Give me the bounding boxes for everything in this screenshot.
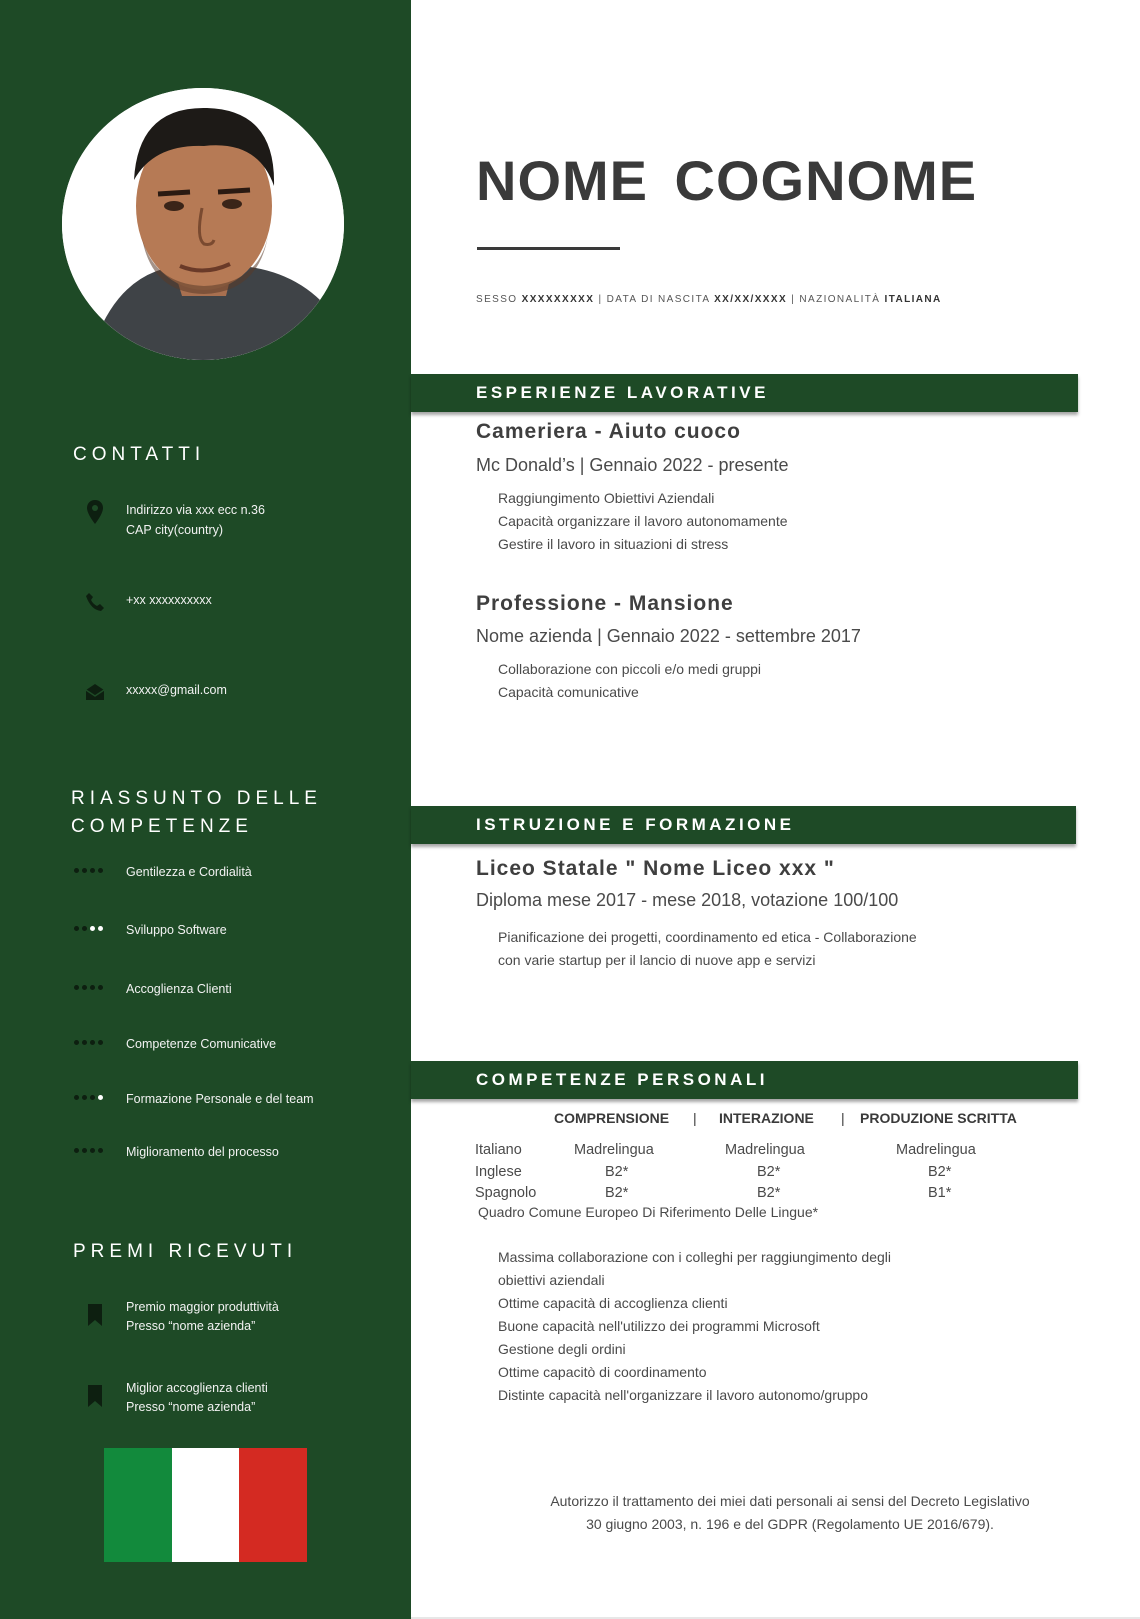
language-interaction: B2* [757, 1185, 781, 1201]
job-bullet: Raggiungimento Obiettivi Aziendali [498, 490, 715, 506]
contacts-heading: CONTATTI [73, 444, 206, 465]
email-icon [84, 680, 106, 704]
job-bullet: Collaborazione con piccoli e/o medi gruppi [498, 661, 762, 677]
job-bullet: Capacità comunicative [498, 684, 639, 700]
skill-bullet: Massima collaborazione con i colleghi per raggiungimento degli [498, 1249, 891, 1265]
flag-stripe-red [239, 1448, 307, 1562]
col-separator: | [841, 1110, 845, 1126]
skills-heading-line2: COMPETENZE [71, 816, 253, 837]
education-detail: Pianificazione dei progetti, coordinamento ed etica - Collaborazione [498, 929, 917, 945]
skills-heading [71, 785, 322, 841]
award-line1: Miglior accoglienza clienti [126, 1381, 268, 1395]
award-line2: Presso “nome azienda” [126, 1400, 256, 1414]
skill-bullet: Distinte capacità nell'organizzare il lavoro autonomo/gruppo [498, 1387, 868, 1403]
disclaimer-line2: 30 giugno 2003, n. 196 e del GDPR (Regolamento UE 2016/679). [586, 1516, 994, 1532]
contact-email [84, 680, 227, 704]
cefr-note: Quadro Comune Europeo Di Riferimento Delle Lingue* [478, 1204, 819, 1220]
skill-item [74, 1142, 336, 1162]
skill-bullet: Buone capacità nell'utilizzo dei programmi Microsoft [498, 1318, 820, 1334]
skill-bullet: Ottime capacitò di coordinamento [498, 1364, 707, 1380]
sidebar [0, 0, 411, 1619]
sex-label: SESSO [476, 294, 518, 305]
skill-level-dots [74, 979, 126, 990]
skill-level-dots [74, 862, 126, 873]
language-name: Spagnolo [475, 1185, 537, 1201]
job-bullets [498, 658, 761, 704]
name-underline [477, 247, 620, 250]
education-section-header: ISTRUZIONE E FORMAZIONE [411, 806, 1076, 844]
job-subtitle: Mc Donald’s | Gennaio 2022 - presente [476, 455, 789, 475]
col-header-interaction: INTERAZIONE [719, 1110, 814, 1126]
profile-photo [62, 88, 344, 360]
location-pin-icon [84, 500, 106, 524]
language-interaction: Madrelingua [725, 1142, 805, 1158]
awards-heading: PREMI RICEVUTI [73, 1241, 298, 1262]
profile-photo-image [62, 88, 344, 360]
education-details [498, 926, 917, 972]
flag-stripe-green [104, 1448, 172, 1562]
skills-heading-line1: RIASSUNTO DELLE [71, 788, 322, 809]
school-name: Liceo Statale " Nome Liceo xxx " [476, 857, 835, 880]
language-comprehension: B2* [605, 1185, 629, 1201]
skill-item [74, 1034, 336, 1054]
award-line1: Premio maggior produttività [126, 1300, 279, 1314]
skill-bullet: obiettivi aziendali [498, 1272, 605, 1288]
skill-item [74, 979, 336, 999]
skill-label: Competenze Comunicative [126, 1037, 277, 1051]
job-subtitle: Nome azienda | Gennaio 2022 - settembre 2017 [476, 626, 861, 646]
skill-level-dots [74, 1142, 126, 1153]
contact-phone [84, 590, 212, 614]
skill-label: Miglioramento del processo [126, 1145, 279, 1159]
col-header-writing: PRODUZIONE SCRITTA [860, 1110, 1017, 1126]
address-line1: Indirizzo via xxx ecc n.36 [126, 503, 265, 517]
diploma-info: Diploma mese 2017 - mese 2018, votazione 100/100 [476, 890, 899, 910]
experience-section-header: ESPERIENZE LAVORATIVE [411, 374, 1078, 412]
language-writing: B2* [928, 1164, 952, 1180]
job-bullets [498, 487, 788, 556]
award-line2: Presso “nome azienda” [126, 1319, 256, 1333]
skill-item [74, 920, 336, 940]
privacy-disclaimer [440, 1490, 1140, 1536]
skill-item [74, 1089, 336, 1109]
award-item [88, 1379, 268, 1417]
job-bullet: Capacità organizzare il lavoro autonomamente [498, 513, 788, 529]
bookmark-icon [88, 1379, 104, 1417]
nationality-label: NAZIONALITÀ [799, 294, 881, 305]
address-line2: CAP city(country) [126, 523, 224, 537]
language-writing: Madrelingua [896, 1142, 976, 1158]
skill-label: Sviluppo Software [126, 923, 227, 937]
language-interaction: B2* [757, 1164, 781, 1180]
nationality-value: ITALIANA [884, 294, 942, 305]
skill-level-dots [74, 1034, 126, 1045]
phone-icon [84, 590, 106, 614]
phone-number: +xx xxxxxxxxxx [126, 593, 212, 607]
skill-label: Accoglienza Clienti [126, 982, 232, 996]
skill-bullet: Ottime capacità di accoglienza clienti [498, 1295, 728, 1311]
personal-info: SESSO XXXXXXXXX | DATA DI NASCITA XX/XX/XXXX | NAZIONALITÀ ITALIANA [476, 294, 942, 305]
language-name: Inglese [475, 1164, 522, 1180]
skill-bullet: Gestione degli ordini [498, 1341, 626, 1357]
job-bullet: Gestire il lavoro in situazioni di stress [498, 536, 729, 552]
full-name: NOME COGNOME [476, 149, 978, 212]
personal-skills-section-header: COMPETENZE PERSONALI [411, 1061, 1078, 1099]
contact-address [84, 500, 265, 540]
language-comprehension: B2* [605, 1164, 629, 1180]
italian-flag [104, 1448, 307, 1562]
flag-stripe-white [172, 1448, 240, 1562]
sex-value: XXXXXXXXX [521, 294, 595, 305]
bookmark-icon [88, 1298, 104, 1336]
email-address: xxxxx@gmail.com [126, 683, 227, 697]
birth-value: XX/XX/XXXX [714, 294, 788, 305]
skill-level-dots [74, 1089, 126, 1100]
language-writing: B1* [928, 1185, 952, 1201]
education-detail: con varie startup per il lancio di nuove app e servizi [498, 952, 816, 968]
col-separator: | [693, 1110, 697, 1126]
skill-level-dots [74, 920, 126, 931]
award-item [88, 1298, 279, 1336]
language-name: Italiano [475, 1142, 522, 1158]
job-title: Cameriera - Aiuto cuoco [476, 420, 741, 443]
skill-item [74, 862, 336, 882]
job-title: Professione - Mansione [476, 592, 734, 615]
col-header-comprehension: COMPRENSIONE [554, 1110, 670, 1126]
birth-label: DATA DI NASCITA [606, 294, 710, 305]
disclaimer-line1: Autorizzo il trattamento dei miei dati personali ai sensi del Decreto Legislativo [550, 1493, 1030, 1509]
language-comprehension: Madrelingua [574, 1142, 654, 1158]
skill-label: Gentilezza e Cordialità [126, 865, 252, 879]
skill-label: Formazione Personale e del team [126, 1092, 314, 1106]
personal-skills-bullets [498, 1246, 891, 1407]
